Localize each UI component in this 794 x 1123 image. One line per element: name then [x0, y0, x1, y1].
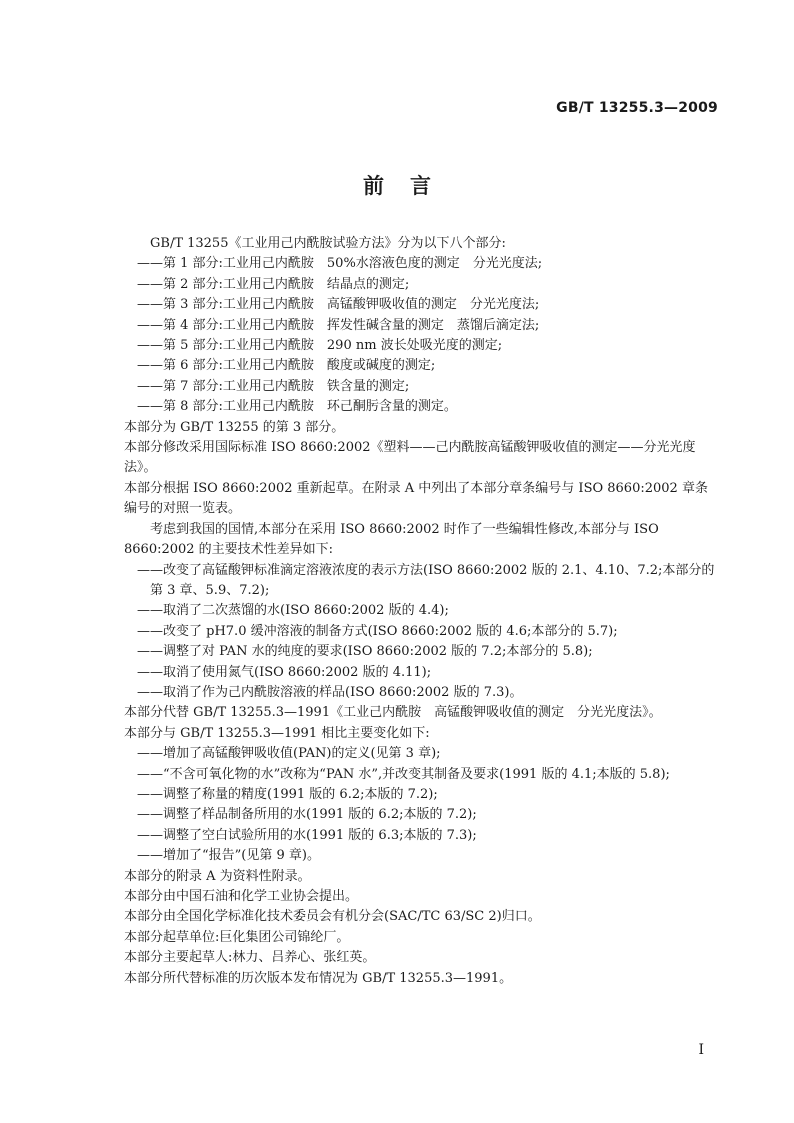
paragraph-26: ——调整了空白试验所用的水(1991 版的 6.3;本版的 7.3);: [137, 827, 477, 843]
paragraph-21: 本部分与 GB/T 13255.3—1991 相比主要变化如下:: [124, 725, 430, 741]
paragraph-8: ——第 7 部分:工业用己内酰胺 铁含量的测定;: [137, 378, 410, 394]
foreword-content: [124, 234, 718, 989]
paragraph-25: ——调整了样品制备所用的水(1991 版的 6.2;本版的 7.2);: [137, 807, 477, 823]
paragraph-28: 本部分的附录 A 为资料性附录。: [124, 868, 311, 884]
paragraph-33: 本部分所代替标准的历次版本发布情况为 GB/T 13255.3—1991。: [124, 970, 513, 986]
paragraph-10: 本部分为 GB/T 13255 的第 3 部分。: [124, 419, 345, 435]
header-standard-code: GB/T 13255.3—2009: [556, 100, 718, 116]
paragraph-9: ——第 8 部分:工业用己内酰胺 环己酮肟含量的测定。: [137, 399, 457, 415]
paragraph-15: ——取消了二次蒸馏的水(ISO 8660:2002 版的 4.4);: [137, 603, 449, 619]
paragraph-2: ——第 1 部分:工业用己内酰胺 50%水溶液色度的测定 分光光度法;: [137, 256, 543, 272]
paragraph-32: 本部分主要起草人:林力、吕养心、张红英。: [124, 950, 376, 966]
paragraph-29: 本部分由中国石油和化学工业协会提出。: [124, 889, 359, 904]
paragraph-31: 本部分起草单位:巨化集团公司锦纶厂。: [124, 929, 350, 945]
paragraph-3: ——第 2 部分:工业用己内酰胺 结晶点的测定;: [137, 276, 410, 292]
paragraph-18: ——取消了使用氮气(ISO 8660:2002 版的 4.11);: [137, 664, 432, 680]
paragraph-5: ——第 4 部分:工业用己内酰胺 挥发性碱含量的测定 蒸馏后滴定法;: [137, 317, 540, 333]
paragraph-11: 本部分修改采用国际标准 ISO 8660:2002《塑料——己内酰胺高锰酸钾吸收值的测定——分光光度法》。: [124, 440, 696, 476]
paragraph-22: ——增加了高锰酸钾吸收值(PAN)的定义(见第 3 章);: [137, 746, 441, 762]
paragraph-16: ——改变了 pH7.0 缓冲溶液的制备方式(ISO 8660:2002 版的 4.6;本部分的 5.7);: [137, 623, 618, 639]
paragraph-27: ——增加了“报告”(见第 9 章)。: [137, 848, 320, 864]
paragraph-24: ——调整了称量的精度(1991 版的 6.2;本版的 7.2);: [137, 786, 438, 802]
paragraph-19: ——取消了作为己内酰胺溶液的样品(ISO 8660:2002 版的 7.3)。: [137, 684, 523, 700]
paragraph-23: ——“不含可氧化物的水”改称为“PAN 水”,并改变其制备及要求(1991 版的 4.1;本版的 5.8);: [137, 766, 670, 782]
paragraph-6: ——第 5 部分:工业用己内酰胺 290 nm 波长处吸光度的测定;: [137, 338, 503, 354]
paragraph-30: 本部分由全国化学标准化技术委员会有机分会(SAC/TC 63/SC 2)归口。: [124, 909, 541, 925]
paragraph-4: ——第 3 部分:工业用己内酰胺 高锰酸钾吸收值的测定 分光光度法;: [137, 297, 540, 313]
paragraph-13: 考虑到我国的国情,本部分在采用 ISO 8660:2002 时作了一些编辑性修改,本部分与 ISO 8660:2002 的主要技术性差异如下:: [124, 521, 659, 558]
paragraph-1: GB/T 13255《工业用己内酰胺试验方法》分为以下八个部分:: [150, 236, 506, 251]
paragraph-17: ——调整了对 PAN 水的纯度的要求(ISO 8660:2002 版的 7.2;本部分的 5.8);: [137, 644, 593, 660]
page-title: 前言: [363, 174, 457, 198]
page-number: I: [698, 1042, 704, 1058]
paragraph-12: 本部分根据 ISO 8660:2002 重新起草。在附录 A 中列出了本部分章条编号与 ISO 8660:2002 章条编号的对照一览表。: [124, 480, 708, 517]
paragraph-7: ——第 6 部分:工业用己内酰胺 酸度或碱度的测定;: [137, 358, 436, 374]
paragraph-14: ——改变了高锰酸钾标准滴定溶液浓度的表示方法(ISO 8660:2002 版的 2.1、4.10、7.2;本部分的第 3 章、5.9、7.2);: [137, 562, 715, 598]
paragraph-20: 本部分代替 GB/T 13255.3—1991《工业己内酰胺 高锰酸钾吸收值的测定 分光光度法》。: [124, 705, 662, 721]
